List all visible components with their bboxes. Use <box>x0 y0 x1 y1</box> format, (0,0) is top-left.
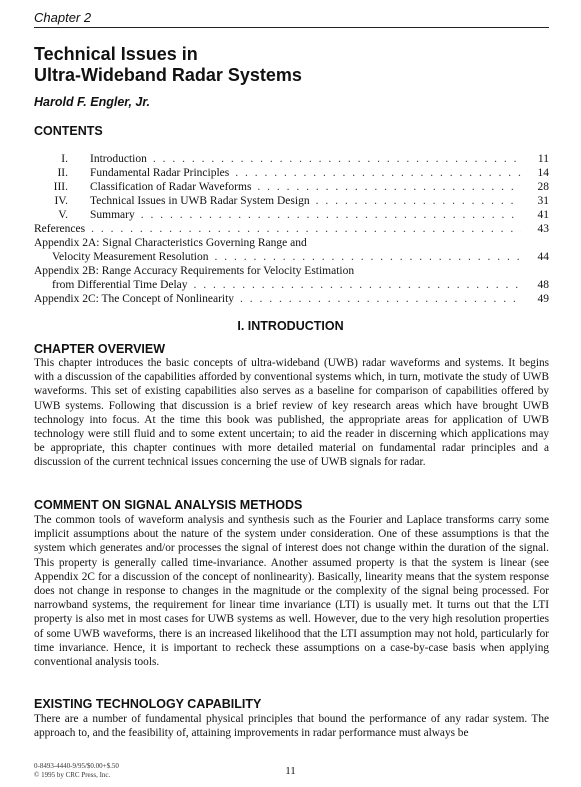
section-title: I. INTRODUCTION <box>237 319 344 333</box>
toc-page: 43 <box>537 223 549 235</box>
toc-title: from Differential Time Delay <box>52 279 188 291</box>
chapter-rule <box>34 27 549 28</box>
section-heading: CHAPTER OVERVIEW <box>34 342 166 356</box>
toc-page: 48 <box>537 279 549 291</box>
toc-leader <box>215 250 522 264</box>
toc-entry[interactable] <box>34 208 549 222</box>
toc-entry[interactable] <box>34 236 549 250</box>
toc-title: References <box>34 223 86 235</box>
page-number: 11 <box>285 765 296 777</box>
toc-entry[interactable] <box>34 264 549 278</box>
toc-page: 41 <box>537 209 549 221</box>
toc-title: Velocity Measurement Resolution <box>52 251 209 263</box>
contents-heading: CONTENTS <box>34 124 103 138</box>
toc-title: Summary <box>90 209 135 221</box>
toc-entry[interactable] <box>34 222 549 236</box>
chapter-label: Chapter 2 <box>34 10 92 25</box>
footer-copyright: © 1995 by CRC Press, Inc. <box>34 771 111 779</box>
toc-number: V. <box>58 209 68 221</box>
toc-title: Appendix 2C: The Concept of Nonlinearity <box>34 293 235 305</box>
toc-page: 11 <box>537 153 549 165</box>
section-body: The common tools of waveform analysis and synthesis such as the Fourier and Laplace transforms carry some implicit assumptions about the nature of the system under consideration. One of these assumptions is that the system which generates and/or processes the signal of interest does not change within the duration of the signal. This property is generally called time-invariance. Another assumed property is that the system is linear (see Appendix 2C for a discussion of the concept of nonlinearity). Basically, linearity means that the system response does not change in response to changes in the magnitude or the complexity of the signal being processed. For narrowband systems, the requirement for linear time invariance (LTI) is usually met. It turns out that the LTI property is also met in most cases for UWB systems as well. However, due to the very high resolution properties of some UWB waveforms, there is an increased likelihood that the LTI assumption may not hold, particularly for time invariance. Hence, it is important to recheck these assumptions on a case-by-case basis when applying conventional analysis tools. <box>34 514 549 669</box>
toc-entry[interactable] <box>34 152 549 166</box>
toc-leader <box>235 166 521 180</box>
toc-entry[interactable] <box>34 292 549 306</box>
toc-title: Classification of Radar Waveforms <box>90 181 252 193</box>
chapter-title <box>34 44 302 86</box>
toc-title: Technical Issues in UWB Radar System Design <box>90 195 310 207</box>
author: Harold F. Engler, Jr. <box>34 95 151 109</box>
toc-title: Appendix 2B: Range Accuracy Requirements for Velocity Estimation <box>34 265 355 277</box>
toc-leader <box>91 222 521 236</box>
section-heading: EXISTING TECHNOLOGY CAPABILITY <box>34 697 262 711</box>
toc-title: Appendix 2A: Signal Characteristics Governing Range and <box>34 237 307 249</box>
toc-entry-continued[interactable] <box>34 278 549 292</box>
toc-page: 49 <box>537 293 549 305</box>
toc-entry[interactable] <box>34 194 549 208</box>
toc-leader <box>240 292 521 306</box>
toc-entry-continued[interactable] <box>34 250 549 264</box>
footer-isbn: 0-8493-4440-9/95/$0.00+$.50 <box>34 762 119 770</box>
toc-entry[interactable] <box>34 166 549 180</box>
toc-title: Introduction <box>90 153 147 165</box>
toc-page: 31 <box>537 195 549 207</box>
toc-leader <box>257 180 521 194</box>
section-body: This chapter introduces the basic concepts of ultra-wideband (UWB) radar waveforms and systems. It begins with a discussion of the capabilities afforded by conventional systems which, in turn, motivate the study of UWB waveforms. This set of existing capabilities also serves as a baseline for comparison of capabilities offered by UWB systems. Following that discussion is a brief review of key research areas which have brought UWB technology into focus. At the time this book was published, the appropriate areas for application of UWB technology were still fluid and to some extent uncertain; to aid the reader in discerning which applications may be appropriate, this chapter continues with more detailed material on fundamental radar principles and a discussion of the current technical issues concerning the use of UWB signals for radar. <box>34 357 549 469</box>
section-body: There are a number of fundamental physical principles that bound the performance of any radar system. The approach to, and the feasibility of, attaining improvements in radar performance must always be <box>34 713 549 740</box>
toc-page: 28 <box>537 181 549 193</box>
toc-number: I. <box>61 153 68 165</box>
toc-leader <box>194 278 521 292</box>
toc-title: Fundamental Radar Principles <box>90 167 230 179</box>
toc-page: 14 <box>537 167 549 179</box>
toc-number: III. <box>53 181 68 193</box>
section-heading: COMMENT ON SIGNAL ANALYSIS METHODS <box>34 498 303 512</box>
toc-leader <box>316 194 521 208</box>
toc-number: II. <box>57 167 68 179</box>
chapter-title-line-1: Technical Issues in <box>34 44 198 64</box>
toc-page: 44 <box>537 251 549 263</box>
toc-leader <box>153 152 521 166</box>
chapter-title-line-2: Ultra-Wideband Radar Systems <box>34 65 302 85</box>
toc-leader <box>141 208 521 222</box>
toc-entry[interactable] <box>34 180 549 194</box>
toc-number: IV. <box>54 195 68 207</box>
table-of-contents <box>34 152 549 306</box>
